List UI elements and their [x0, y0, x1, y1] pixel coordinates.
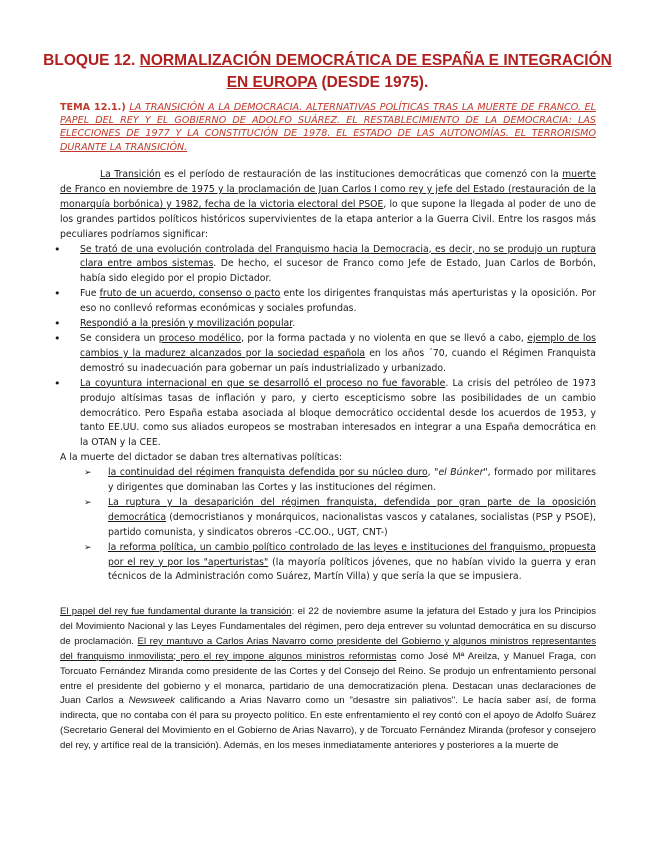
tema-label: TEMA 12.1.): [60, 102, 126, 113]
list-item: • Respondió a la presión y movilización popular.: [60, 317, 596, 332]
list-item: ➢ la continuidad del régimen franquista defendida por su núcleo duro, "el Búnker", formado por militares y dirigentes que dominaban las Cortes y las instituciones del régimen.: [60, 466, 596, 496]
list-item: ➢ la reforma política, un cambio político controlado de las leyes e instituciones del franquismo, propuesta por el rey y por los "aperturistas" (la mayoría políticos jóvenes, que no habían vivido la guerra y eran técnicos de la Administración como Suárez, Martín Villa) y que sería la que se impusiera.: [60, 541, 596, 586]
list-item: • La coyuntura internacional en que se desarrolló el proceso no fue favorable. La crisis del petróleo de 1973 produjo altísimas tasas de inflación y paro, y cierto escepticismo sobre las posibilidades de un cambio democrático. Pero España estaba asociada al bloque democrático occidental desde los acuerdos de 1953, y tanto EE.UU. como sus aliados europeos se mostraban interesados en integrar a una España democrática en la OTAN y la CEE.: [60, 377, 596, 452]
rey-paragraph: El papel del rey fue fundamental durante la transición: el 22 de noviembre asume la jefatura del Estado y jura los Principios del Movimiento Nacional y las Leyes Fundamentales del régimen, pero deja entrever su voluntad democrática en su discurso de proclamación. El rey mantuvo a Carlos Arias Navarro como presidente del Gobierno y algunos ministros representantes del franquismo inmovilista; pero el rey impone algunos ministros reformistas como José Mª Areilza, y Manuel Fraga, con Torcuato Fernández Miranda como presidente de las Cortes y del Consejo del Reino. Se produjo un enfrentamiento personal entre el presidente del gobierno y el monarca, partidario de una democratización plena. Destacan unas declaraciones de Juan Carlos a Newsweek calificando a Arias Navarro como un "desastre sin paliativos". Le hacía saber así, de forma indirecta, que no contaba con él para su proyecto político. En este enfrentamiento el rey contó con el apoyo de Adolfo Suárez (Secretario General del Movimiento en el Gobierno de Arias Navarro), y de Torcuato Fernández Miranda (profesor y consejero del rey, y artífice real de la transición). Además, en los meses inmediatamente anteriores y posteriores a la muerte de: [60, 606, 597, 752]
intro-term: La Transición: [100, 169, 161, 180]
tema-heading: [60, 101, 596, 154]
intro-paragraph: [60, 168, 596, 243]
alternatives-intro: A la muerte del dictador se daban tres alternativas políticas:: [60, 452, 343, 464]
page-title: [40, 50, 615, 94]
title-suffix: (DESDE 1975).: [317, 74, 429, 91]
section-rey: [60, 605, 596, 754]
list-item: ➢ La ruptura y la desaparición del régimen franquista, defendida por gran parte de la oposición democrática (democristianos y monárquicos, nacionalistas vascos y catalanes, socialistas (PSP y PSOE), partido comunista, y sindicatos obreros -CC.OO., UGT, CNT-): [60, 496, 596, 541]
list-item: • Se trató de una evolución controlada del Franquismo hacia la Democracia, es decir, no se produjo un ruptura clara entre ambos sistemas. De hecho, el sucesor de Franco como Jefe de Estado, Juan Carlos de Borbón, había sido elegido por el propio Dictador.: [60, 243, 596, 288]
alternatives-list: [60, 466, 596, 585]
section-intro: [60, 168, 596, 585]
title-prefix: BLOQUE 12.: [43, 52, 140, 69]
list-item: • Fue fruto de un acuerdo, consenso o pacto ente los dirigentes franquistas más aperturistas y la oposición. Por eso no conllevó reformas económicas y sociales profundas.: [60, 287, 596, 317]
tema-text: LA TRANSICIÓN A LA DEMOCRACIA. ALTERNATIVAS POLÍTICAS TRAS LA MUERTE DE FRANCO. EL PAPEL DEL REY Y EL GOBIERNO DE ADOLFO SUÁREZ. EL RESTABLECIMIENTO DE LA DEMOCRACIA: LAS ELECCIONES DE 1977 Y LA CONSTITUCIÓN DE 1978. EL ESTADO DE LAS AUTONOMÍAS. EL TERRORISMO DURANTE LA TRANSICIÓN.: [60, 102, 596, 153]
features-list: [60, 243, 596, 452]
list-item: • Se considera un proceso modélico, por la forma pactada y no violenta en que se llevó a cabo, ejemplo de los cambios y la madurez alcanzados por la sociedad española en los años ´70, cuando el Régimen Franquista demostró su inadecuación para gobernar un país industrializado y urbanizado.: [60, 332, 596, 377]
intro-dates: muerte de Franco en noviembre de 1975 y la proclamación de Juan Carlos I como rey y jefe del Estado (restauración de la monarquía borbónica) y 1982, fecha de la victoria electoral del PSOE: [60, 169, 596, 210]
rey-heading: El papel del rey fue fundamental durante la transición: [60, 606, 292, 617]
title-main: NORMALIZACIÓN DEMOCRÁTICA DE ESPAÑA E INTEGRACIÓN EN EUROPA: [139, 52, 612, 91]
intro-text-2: , lo que supone la llegada al poder de uno de los grandes partidos políticos históricos supervivientes de la etapa anterior a la Guerra Civil. Entre los rasgos más peculiares podríamos significar:: [60, 198, 596, 240]
intro-text-1: es el período de restauración de las instituciones democráticas que comenzó con la: [160, 169, 563, 180]
